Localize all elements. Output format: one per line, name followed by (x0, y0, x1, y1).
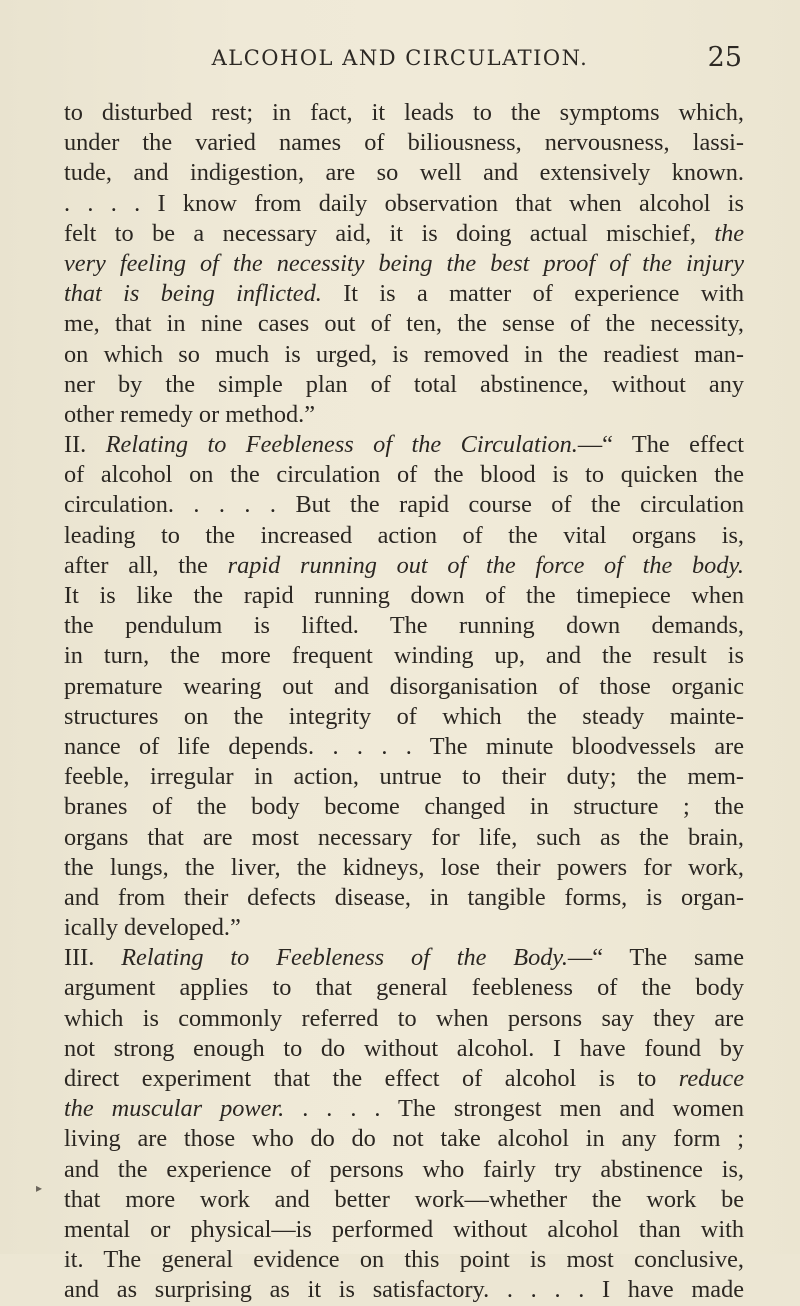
text-line (64, 823, 744, 853)
body-text (64, 98, 744, 1306)
text-segment: It is like the rapid running down of the timepiece when (64, 582, 744, 609)
text-line (64, 732, 744, 762)
text-segment: which is commonly referred to when persons say they are (64, 1004, 744, 1032)
text-line (64, 702, 744, 732)
text-line (64, 611, 744, 641)
text-segment: tude, and indigestion, are so well and extensively known. (64, 159, 744, 187)
text-line (64, 1155, 744, 1185)
text-line (64, 340, 744, 370)
text-line (64, 249, 744, 279)
text-line (64, 460, 744, 490)
text-line (64, 219, 744, 249)
text-segment: feeble, irregular in action, untrue to their duty; the mem- (64, 763, 744, 791)
text-line (64, 1185, 744, 1215)
italic-text: Relating to Feebleness of the Circulation. (105, 431, 578, 459)
italic-text: Relating to Feebleness of the Body. (121, 944, 568, 972)
text-line (64, 189, 744, 219)
text-segment: that more work and better work—whether the work be (64, 1185, 744, 1213)
text-line (64, 913, 744, 943)
text-line (64, 400, 744, 430)
text-segment: it. The general evidence on this point is most conclusive, (64, 1246, 744, 1274)
text-segment: me, that in nine cases out of ten, the sense of the necessity, (64, 310, 744, 338)
text-line (64, 551, 744, 581)
text-segment: branes of the body become changed in structure ; the (64, 793, 744, 821)
italic-text: reduce (678, 1065, 744, 1092)
text-segment: and as surprising as it is satisfactory. . . . . I have made (64, 1276, 744, 1304)
text-line (64, 1124, 744, 1154)
text-line (64, 1094, 744, 1124)
italic-text: that is being inflicted. (64, 280, 322, 308)
text-line (64, 490, 744, 520)
italic-text: the (714, 219, 744, 247)
running-title: ALCOHOL AND CIRCULATION. (211, 46, 589, 70)
text-segment: the lungs, the liver, the kidneys, lose their powers for work, (64, 853, 744, 881)
text-line (64, 672, 744, 702)
text-segment: . . . . The strongest men and women (284, 1095, 744, 1123)
text-segment: direct experiment that the effect of alcohol is to (64, 1065, 679, 1092)
text-line (64, 1034, 744, 1064)
text-segment: mental or physical—is performed without alcohol than with (64, 1215, 744, 1243)
text-segment: the pendulum is lifted. The running down demands, (64, 612, 744, 640)
text-line (64, 521, 744, 551)
text-segment: felt to be a necessary aid, it is doing actual mischief, (64, 219, 715, 247)
italic-text: the muscular power. (64, 1095, 285, 1123)
text-line (64, 98, 744, 128)
text-segment: after all, the (64, 551, 228, 579)
text-segment: —“ The effect (577, 431, 744, 459)
page-number: 25 (707, 42, 742, 73)
text-line (64, 641, 744, 671)
text-line (64, 973, 744, 1003)
text-segment: argument applies to that general feebleness of the body (64, 974, 744, 1002)
text-segment: of alcohol on the circulation of the blood is to quicken the (64, 461, 744, 489)
text-line (64, 370, 744, 400)
text-line (64, 943, 744, 973)
text-segment: organs that are most necessary for life, such as the brain, (64, 823, 744, 851)
text-line (64, 1064, 744, 1094)
text-line (64, 1004, 744, 1034)
text-segment: nance of life depends. . . . . The minute bloodvessels are (64, 732, 744, 760)
text-line (64, 581, 744, 611)
text-line (64, 883, 744, 913)
text-segment: It is a matter of experience with (321, 280, 744, 308)
text-segment: ner by the simple plan of total abstinence, without any (64, 370, 744, 398)
text-line (64, 279, 744, 309)
text-segment: and the experience of persons who fairly try abstinence is, (64, 1155, 744, 1183)
text-segment: not strong enough to do without alcohol. I have found by (64, 1034, 744, 1062)
text-line (64, 1215, 744, 1245)
italic-text: very feeling of the necessity being the best proof of the injury (64, 249, 744, 277)
text-segment: . . . . I know from daily observation that when alcohol is (64, 189, 744, 217)
text-line (64, 1275, 744, 1305)
text-line (64, 430, 744, 460)
text-line (64, 158, 744, 188)
text-segment: leading to the increased action of the vital organs is, (64, 521, 744, 549)
text-segment: ically developed.” (64, 914, 241, 942)
margin-mark: ▸ (36, 1181, 43, 1195)
text-segment: —“ The same (567, 944, 744, 972)
text-segment: on which so much is urged, is removed in the readiest man- (64, 340, 744, 368)
text-line (64, 128, 744, 158)
text-segment: and from their defects disease, in tangible forms, is organ- (64, 883, 744, 911)
text-segment: premature wearing out and disorganisation of those organic (64, 672, 744, 700)
text-segment: other remedy or method.” (64, 400, 315, 428)
text-segment: III. (64, 944, 122, 972)
italic-text: rapid running out of the force of the body. (227, 551, 744, 579)
text-segment: in turn, the more frequent winding up, and the result is (64, 642, 744, 670)
text-line (64, 309, 744, 339)
text-segment: to disturbed rest; in fact, it leads to the symptoms which, (64, 99, 744, 126)
text-segment: II. (64, 431, 106, 459)
running-head (0, 42, 800, 82)
text-line (64, 762, 744, 792)
text-segment: circulation. . . . . But the rapid course of the circulation (64, 491, 744, 519)
text-line (64, 1245, 744, 1275)
text-line (64, 792, 744, 822)
text-line (64, 853, 744, 883)
text-segment: under the varied names of biliousness, nervousness, lassi- (64, 129, 744, 157)
text-segment: living are those who do do not take alcohol in any form ; (64, 1125, 744, 1153)
text-segment: structures on the integrity of which the steady mainte- (64, 702, 744, 730)
